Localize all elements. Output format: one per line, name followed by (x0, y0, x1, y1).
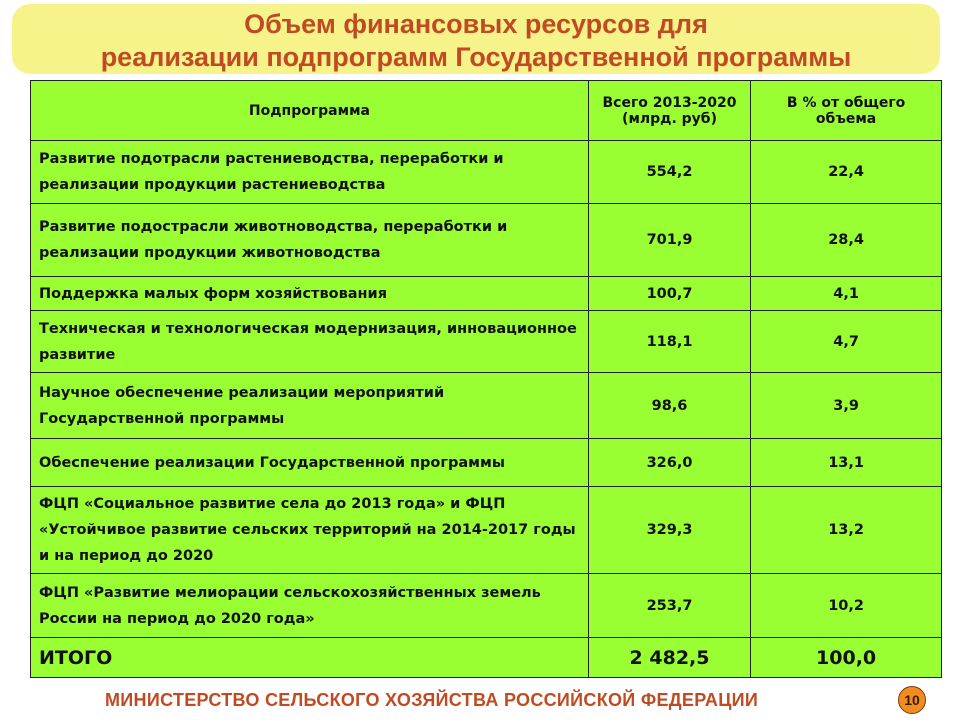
header-subprogram: Подпрограмма (31, 81, 589, 141)
total-value: 2 482,5 (588, 638, 750, 678)
table-total-row (31, 638, 942, 678)
title-banner (12, 4, 940, 74)
row-name: Поддержка малых форм хозяйствования (31, 277, 589, 311)
row-share: 22,4 (751, 141, 942, 204)
row-total: 98,6 (588, 373, 750, 439)
row-share: 4,7 (751, 311, 942, 373)
page-number-badge: 10 (898, 686, 926, 714)
row-total: 100,7 (588, 277, 750, 311)
row-total: 329,3 (588, 487, 750, 574)
table-row (31, 373, 942, 439)
row-share: 13,1 (751, 439, 942, 487)
row-name: ФЦП «Социальное развитие села до 2013 года» и ФЦП «Устойчивое развитие сельских территорий на 2014-2017 годы и на период до 2020 (31, 487, 589, 574)
table-row (31, 277, 942, 311)
row-total: 554,2 (588, 141, 750, 204)
row-name: Развитие подострасли животноводства, переработки и реализации продукции животноводства (31, 204, 589, 277)
row-total: 326,0 (588, 439, 750, 487)
slide-title-line-2: реализации подпрограмм Государственной программы (100, 42, 852, 72)
row-share: 13,2 (751, 487, 942, 574)
row-share: 3,9 (751, 373, 942, 439)
table-row (31, 439, 942, 487)
financing-table (30, 80, 942, 678)
slide-title-line-1: Объем финансовых ресурсов для (244, 9, 708, 39)
row-name: Научное обеспечение реализации мероприятий Государственной программы (31, 373, 589, 439)
table-row (31, 487, 942, 574)
header-total: Всего 2013-2020 (млрд. руб) (588, 81, 750, 141)
row-name: Техническая и технологическая модернизация, инновационное развитие (31, 311, 589, 373)
row-name: Развитие подотрасли растениеводства, переработки и реализации продукции растениеводства (31, 141, 589, 204)
header-share: В % от общего объема (751, 81, 942, 141)
row-share: 10,2 (751, 574, 942, 638)
table-row (31, 311, 942, 373)
row-total: 701,9 (588, 204, 750, 277)
row-share: 28,4 (751, 204, 942, 277)
row-total: 253,7 (588, 574, 750, 638)
row-name: Обеспечение реализации Государственной программы (31, 439, 589, 487)
total-label: ИТОГО (31, 638, 589, 678)
ministry-footer: МИНИСТЕРСТВО СЕЛЬСКОГО ХОЗЯЙСТВА РОССИЙСКОЙ ФЕДЕРАЦИИ (105, 690, 759, 710)
row-share: 4,1 (751, 277, 942, 311)
total-share: 100,0 (751, 638, 942, 678)
table-row (31, 141, 942, 204)
row-name: ФЦП «Развитие мелиорации сельскохозяйственных земель России на период до 2020 года» (31, 574, 589, 638)
table-row (31, 574, 942, 638)
row-total: 118,1 (588, 311, 750, 373)
table-header-row (31, 81, 942, 141)
table-row (31, 204, 942, 277)
